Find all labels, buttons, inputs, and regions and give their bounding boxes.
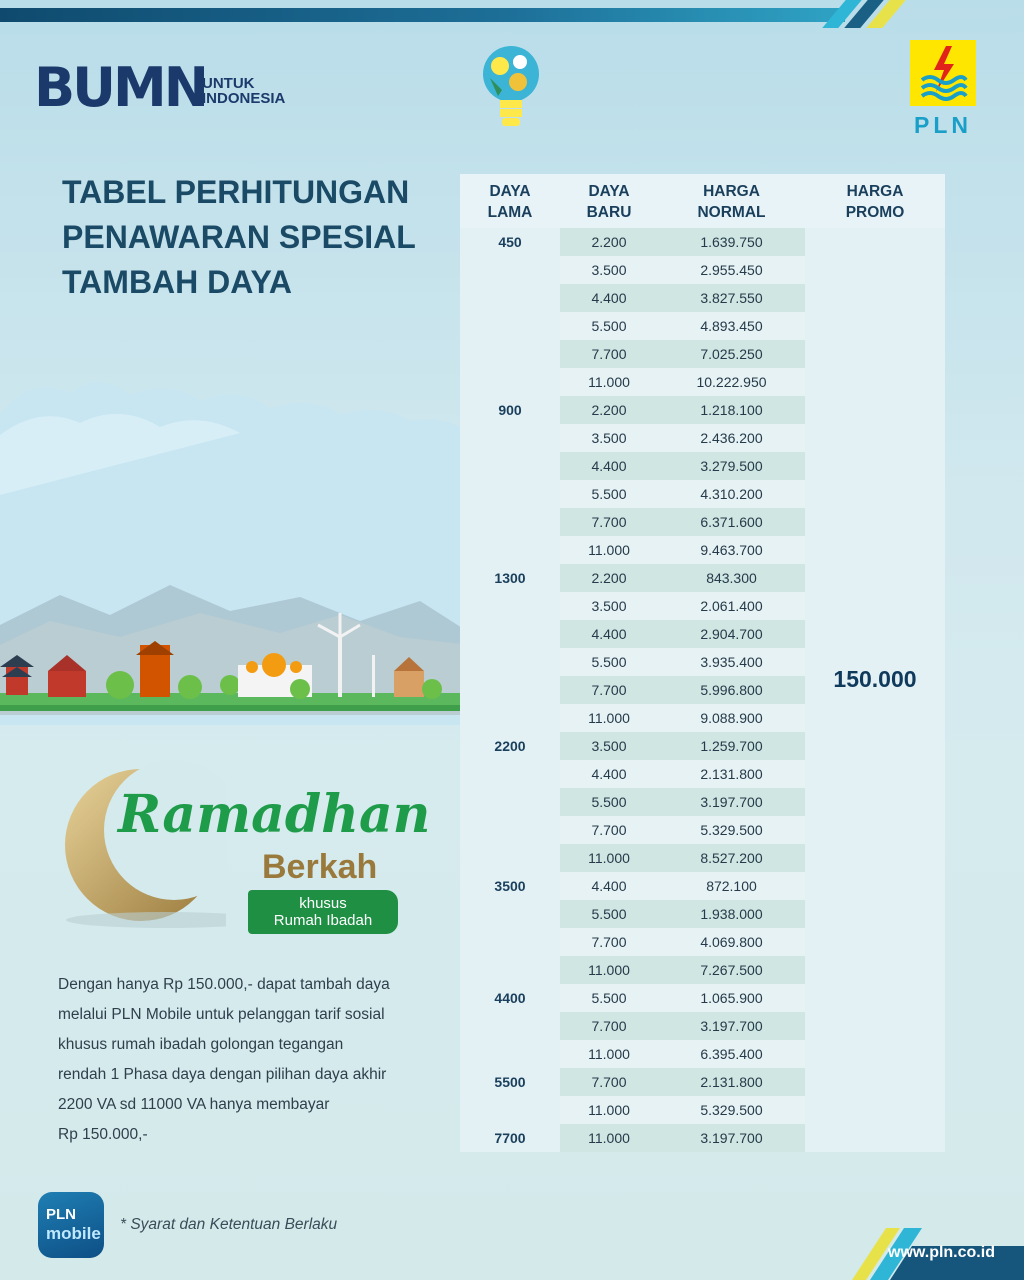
cell-daya-baru: 4.400 xyxy=(560,760,658,788)
cell-daya-baru: 4.400 xyxy=(560,872,658,900)
cell-harga-normal: 2.955.450 xyxy=(658,256,805,284)
table-row xyxy=(460,900,945,928)
header-harga-promo: HARGA PROMO xyxy=(845,183,905,221)
table-row xyxy=(460,1040,945,1068)
cell-harga-normal: 6.395.400 xyxy=(658,1040,805,1068)
cell-harga-normal: 3.935.400 xyxy=(658,648,805,676)
tariff-table xyxy=(460,174,945,1152)
table-row xyxy=(460,564,945,592)
cell-daya-lama xyxy=(460,256,560,284)
table-row xyxy=(460,452,945,480)
cell-daya-baru: 3.500 xyxy=(560,256,658,284)
cell-daya-baru: 4.400 xyxy=(560,452,658,480)
ramadhan-title: Ramadhan xyxy=(118,784,431,845)
cell-daya-baru: 7.700 xyxy=(560,816,658,844)
cell-daya-lama: 4400 xyxy=(494,990,526,1006)
cell-daya-lama xyxy=(460,704,560,732)
cell-daya-lama xyxy=(460,1096,560,1124)
table-row xyxy=(460,1124,945,1152)
table-row xyxy=(460,396,945,424)
cell-daya-baru: 11.000 xyxy=(560,1096,658,1124)
cell-daya-baru: 2.200 xyxy=(560,228,658,256)
table-row xyxy=(460,592,945,620)
cell-daya-lama xyxy=(460,648,560,676)
cell-daya-lama xyxy=(460,928,560,956)
cell-harga-normal: 1.938.000 xyxy=(658,900,805,928)
cell-daya-baru: 7.700 xyxy=(560,676,658,704)
cell-daya-lama xyxy=(460,788,560,816)
cell-harga-normal: 3.197.700 xyxy=(658,1124,805,1152)
ramadhan-berkah-badge xyxy=(56,760,431,940)
table-row xyxy=(460,928,945,956)
cell-harga-normal: 10.222.950 xyxy=(658,368,805,396)
cell-harga-normal: 843.300 xyxy=(658,564,805,592)
table-header xyxy=(460,174,945,228)
table-row xyxy=(460,536,945,564)
cell-harga-normal: 5.329.500 xyxy=(658,1096,805,1124)
cell-daya-baru: 11.000 xyxy=(560,536,658,564)
cell-daya-lama xyxy=(460,312,560,340)
cell-daya-baru: 5.500 xyxy=(560,984,658,1012)
cell-daya-lama xyxy=(460,760,560,788)
cell-daya-baru: 11.000 xyxy=(560,1124,658,1152)
lightbulb-illustration xyxy=(480,44,542,130)
table-row xyxy=(460,312,945,340)
header-harga-normal: HARGA NORMAL xyxy=(697,183,766,221)
cell-daya-baru: 7.700 xyxy=(560,508,658,536)
cell-daya-lama: 450 xyxy=(498,234,522,250)
cell-harga-normal: 2.131.800 xyxy=(658,1068,805,1096)
cell-harga-normal: 7.025.250 xyxy=(658,340,805,368)
cell-harga-normal: 872.100 xyxy=(658,872,805,900)
bumn-mark: BUMN xyxy=(34,56,206,119)
table-row xyxy=(460,704,945,732)
table-row xyxy=(460,368,945,396)
cell-daya-baru: 11.000 xyxy=(560,368,658,396)
table-row xyxy=(460,340,945,368)
table-row xyxy=(460,480,945,508)
table-row xyxy=(460,872,945,900)
bumn-logo xyxy=(34,56,304,119)
promo-price: 150.000 xyxy=(833,666,917,692)
table-row xyxy=(460,760,945,788)
cell-daya-lama xyxy=(460,816,560,844)
cell-harga-normal: 3.827.550 xyxy=(658,284,805,312)
table-row xyxy=(460,1068,945,1096)
cell-daya-lama xyxy=(460,620,560,648)
rumah-ibadah-ribbon: khusus Rumah Ibadah xyxy=(248,890,398,934)
cell-daya-lama xyxy=(460,1012,560,1040)
cell-harga-normal: 2.131.800 xyxy=(658,760,805,788)
cell-daya-baru: 5.500 xyxy=(560,788,658,816)
cell-daya-lama xyxy=(460,536,560,564)
pln-mobile-app-icon: PLN mobile xyxy=(38,1192,104,1258)
table-row xyxy=(460,732,945,760)
cell-daya-lama xyxy=(460,676,560,704)
table-row xyxy=(460,256,945,284)
terms-footnote: * Syarat dan Ketentuan Berlaku xyxy=(120,1216,338,1233)
cell-daya-lama xyxy=(460,424,560,452)
cell-harga-normal: 3.197.700 xyxy=(658,788,805,816)
table-row xyxy=(460,844,945,872)
cell-daya-baru: 11.000 xyxy=(560,956,658,984)
page-title: TABEL PERHITUNGAN PENAWARAN SPESIAL TAMBAH DAYA xyxy=(62,174,416,300)
top-decor-bar xyxy=(0,0,845,24)
cell-daya-lama xyxy=(460,844,560,872)
cell-daya-lama: 900 xyxy=(498,402,522,418)
table-row xyxy=(460,1012,945,1040)
website-banner xyxy=(870,1230,1024,1280)
cell-daya-baru: 5.500 xyxy=(560,312,658,340)
table-row xyxy=(460,424,945,452)
cell-daya-lama xyxy=(460,452,560,480)
cell-daya-baru: 4.400 xyxy=(560,620,658,648)
cell-harga-normal: 9.463.700 xyxy=(658,536,805,564)
cell-harga-normal: 4.069.800 xyxy=(658,928,805,956)
promo-description: Dengan hanya Rp 150.000,- dapat tambah daya melalui PLN Mobile untuk pelanggan tarif sosial khusus rumah ibadah golongan tegangan rendah 1 Phasa daya dengan pilihan daya akhir 2200 VA sd 11000 VA hanya membayar Rp 150.000,- xyxy=(58,976,390,1143)
cell-daya-baru: 5.500 xyxy=(560,900,658,928)
cell-harga-normal: 1.259.700 xyxy=(658,732,805,760)
cell-daya-lama: 1300 xyxy=(494,570,526,586)
cell-harga-normal: 5.996.800 xyxy=(658,676,805,704)
cell-daya-baru: 11.000 xyxy=(560,844,658,872)
cell-harga-normal: 1.218.100 xyxy=(658,396,805,424)
cell-daya-baru: 5.500 xyxy=(560,648,658,676)
cell-daya-lama xyxy=(460,900,560,928)
pln-logo xyxy=(908,40,978,136)
cell-daya-baru: 5.500 xyxy=(560,480,658,508)
cell-daya-lama: 7700 xyxy=(494,1130,526,1146)
cell-daya-baru: 11.000 xyxy=(560,1040,658,1068)
table-row xyxy=(460,1096,945,1124)
cell-daya-baru: 7.700 xyxy=(560,1012,658,1040)
website-url: www.pln.co.id xyxy=(888,1244,995,1261)
header-daya-baru: DAYA BARU xyxy=(586,183,632,221)
cell-harga-normal: 2.436.200 xyxy=(658,424,805,452)
table-row xyxy=(460,508,945,536)
cell-harga-normal: 9.088.900 xyxy=(658,704,805,732)
cell-daya-baru: 7.700 xyxy=(560,1068,658,1096)
table-row xyxy=(460,228,945,256)
cell-daya-baru: 3.500 xyxy=(560,732,658,760)
bumn-tagline: UNTUK INDONESIA xyxy=(202,75,286,107)
cell-harga-normal: 5.329.500 xyxy=(658,816,805,844)
cell-harga-normal: 1.065.900 xyxy=(658,984,805,1012)
table-row xyxy=(460,620,945,648)
cell-harga-normal: 1.639.750 xyxy=(658,228,805,256)
cell-daya-lama xyxy=(460,480,560,508)
header-daya-lama: DAYA LAMA xyxy=(487,183,533,221)
cell-harga-normal: 3.197.700 xyxy=(658,1012,805,1040)
cell-daya-lama xyxy=(460,368,560,396)
cell-daya-baru: 2.200 xyxy=(560,396,658,424)
cell-daya-baru: 3.500 xyxy=(560,592,658,620)
cell-daya-baru: 7.700 xyxy=(560,928,658,956)
pln-lightning-logo xyxy=(910,40,976,106)
cell-harga-normal: 4.893.450 xyxy=(658,312,805,340)
cell-harga-normal: 2.904.700 xyxy=(658,620,805,648)
cell-daya-baru: 7.700 xyxy=(560,340,658,368)
cell-daya-lama: 5500 xyxy=(494,1074,526,1090)
table-row xyxy=(460,284,945,312)
cell-daya-baru: 2.200 xyxy=(560,564,658,592)
cell-daya-lama xyxy=(460,1040,560,1068)
pln-wordmark: PLN xyxy=(914,112,972,138)
cell-harga-normal: 3.279.500 xyxy=(658,452,805,480)
cell-daya-baru: 3.500 xyxy=(560,424,658,452)
cell-harga-normal: 4.310.200 xyxy=(658,480,805,508)
cell-daya-lama: 2200 xyxy=(494,738,526,754)
cell-daya-baru: 4.400 xyxy=(560,284,658,312)
table-row xyxy=(460,788,945,816)
cell-harga-normal: 2.061.400 xyxy=(658,592,805,620)
cell-daya-lama xyxy=(460,340,560,368)
table-row xyxy=(460,956,945,984)
cell-daya-lama xyxy=(460,956,560,984)
cell-daya-baru: 11.000 xyxy=(560,704,658,732)
berkah-subtitle: Berkah xyxy=(262,848,378,886)
table-row xyxy=(460,816,945,844)
table-row xyxy=(460,984,945,1012)
cell-daya-lama xyxy=(460,508,560,536)
cell-daya-lama: 3500 xyxy=(494,878,526,894)
cell-harga-normal: 8.527.200 xyxy=(658,844,805,872)
cell-harga-normal: 6.371.600 xyxy=(658,508,805,536)
cell-daya-lama xyxy=(460,284,560,312)
cell-harga-normal: 7.267.500 xyxy=(658,956,805,984)
cell-daya-lama xyxy=(460,592,560,620)
